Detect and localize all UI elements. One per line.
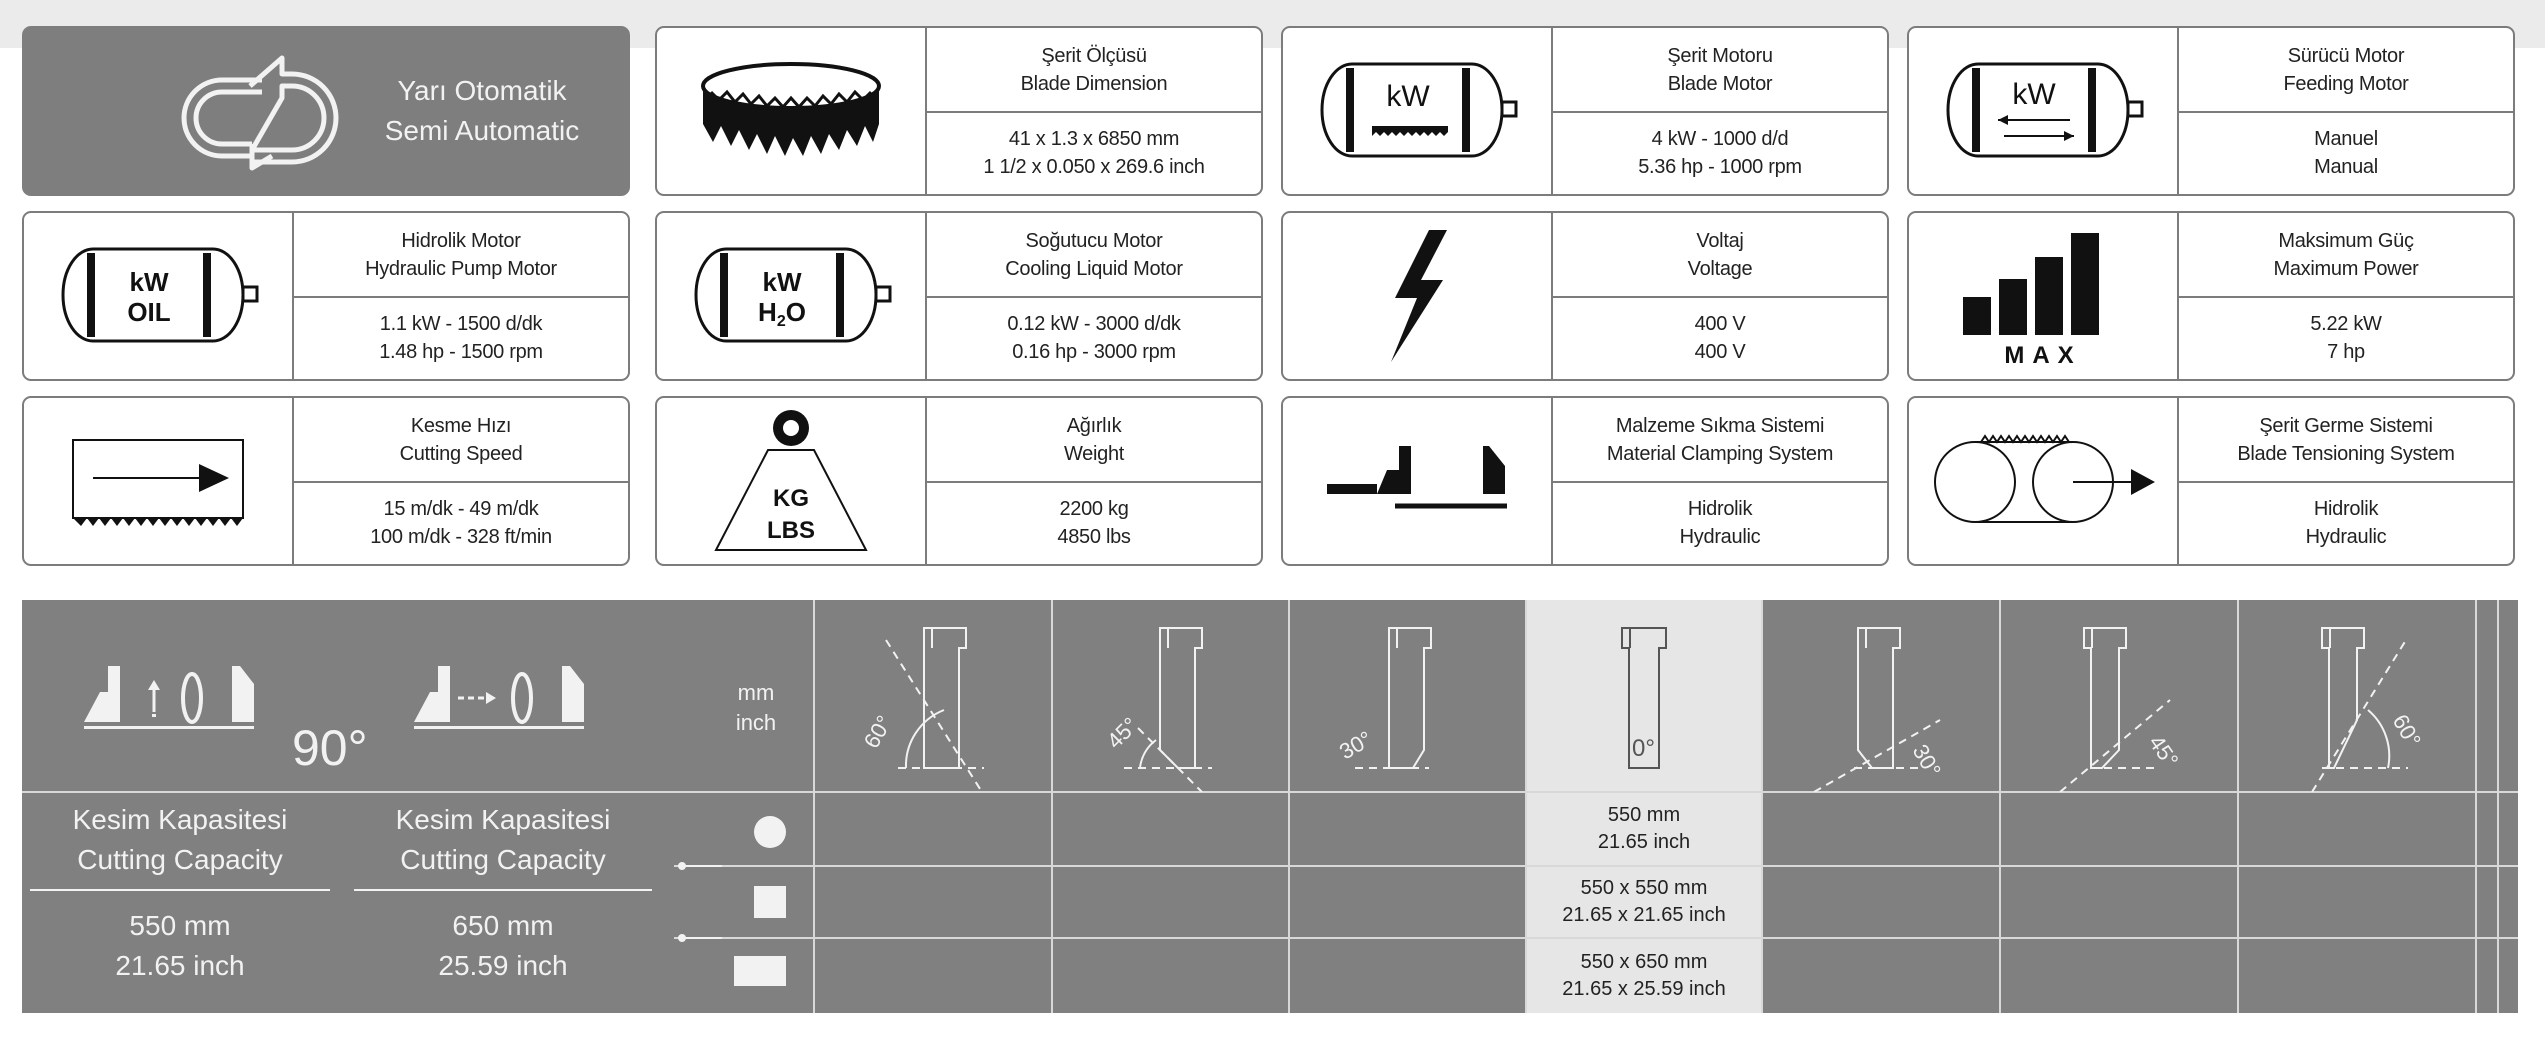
angle-label: 30° [1335, 726, 1377, 765]
spec-value-metric: Hidrolik [1687, 497, 1753, 520]
capacity-right-title [354, 800, 652, 880]
capacity-left-value [30, 906, 330, 986]
spec-value-imperial: Hydraulic [2305, 525, 2387, 548]
spec-title [294, 398, 628, 481]
spec-title [927, 28, 1261, 111]
angle-label: 45° [1101, 712, 1144, 754]
spec-value-metric: Hidrolik [2313, 497, 2379, 520]
spec-title [1553, 398, 1887, 481]
angle-label: 45° [2143, 730, 2184, 773]
spec-value-imperial: Manual [2314, 155, 2378, 178]
spec-value-imperial: 1.48 hp - 1500 rpm [379, 340, 543, 363]
spec-title-tr: Ağırlık [1066, 414, 1122, 437]
spec-value [294, 296, 628, 379]
spec-value-imperial: 7 hp [2327, 340, 2365, 363]
spec-value-imperial: 100 m/dk - 328 ft/min [370, 525, 552, 548]
spec-card-maximum-power [1907, 211, 2515, 381]
spec-title-tr: Hidrolik Motor [401, 229, 521, 252]
spec-title-tr: Sürücü Motor [2287, 44, 2405, 67]
spec-title [1553, 213, 1887, 296]
spec-title-en: Voltage [1687, 257, 1753, 280]
kw-text: kW [2012, 78, 2056, 111]
h2o-o: O [785, 297, 806, 327]
spec-title-tr: Voltaj [1696, 229, 1744, 252]
angle-diagrams [814, 600, 2476, 792]
capacity-title-tr: Kesim Kapasitesi [395, 804, 611, 835]
kw-text: kW [129, 267, 169, 297]
spec-value-metric: 41 x 1.3 x 6850 mm [1008, 127, 1180, 150]
h2o-sub: 2 [776, 313, 786, 330]
cell-value-inch: 21.65 inch [1597, 831, 1691, 853]
rectangle-shape-icon [732, 954, 788, 988]
angle-label: 30° [1907, 740, 1946, 782]
spec-value-imperial: 400 V [1694, 340, 1746, 363]
mode-card [22, 26, 630, 196]
spec-title-tr: Kesme Hızı [410, 414, 512, 437]
spec-card-blade-tensioning [1907, 396, 2515, 566]
cell-value-mm: 550 x 650 mm [1580, 950, 1708, 973]
spec-title-en: Blade Tensioning System [2237, 442, 2455, 465]
angle-label: 0° [1632, 735, 1655, 762]
spec-title [2179, 28, 2513, 111]
angle-30-left-icon [1335, 628, 1431, 768]
spec-card-clamping-system [1281, 396, 1889, 566]
angle-45-left-icon [1102, 628, 1212, 792]
cell-value-inch: 21.65 x 25.59 inch [1562, 977, 1726, 1000]
spec-value [2179, 111, 2513, 194]
spec-value-imperial: 5.36 hp - 1000 rpm [1638, 155, 1802, 178]
spec-title-tr: Malzeme Sıkma Sistemi [1615, 414, 1825, 437]
capacity-title-en: Cutting Capacity [400, 844, 606, 875]
capacity-title-en: Cutting Capacity [77, 844, 283, 875]
spec-card-feeding-motor [1907, 26, 2515, 196]
spec-title-en: Maximum Power [2273, 257, 2419, 280]
angle-label: 60° [2387, 710, 2426, 752]
spec-title-en: Weight [1063, 442, 1125, 465]
spec-title-en: Feeding Motor [2283, 72, 2409, 95]
spec-title [927, 398, 1261, 481]
spec-value-imperial: 0.16 hp - 3000 rpm [1012, 340, 1176, 363]
square-shape-icon [752, 884, 788, 920]
angle-0-icon [1622, 628, 1666, 768]
spec-title-tr: Şerit Ölçüsü [1041, 44, 1147, 67]
spec-title-tr: Şerit Motoru [1667, 44, 1773, 67]
spec-value-metric: 5.22 kW [2310, 312, 2382, 335]
spec-value [1553, 111, 1887, 194]
capacity-title-tr: Kesim Kapasitesi [72, 804, 288, 835]
spec-value-metric: 400 V [1694, 312, 1746, 335]
spec-title-tr: Şerit Germe Sistemi [2259, 414, 2433, 437]
spec-card-hydraulic-pump-motor [22, 211, 630, 381]
spec-value [927, 296, 1261, 379]
vise-icon [1283, 398, 1551, 564]
vise-vertical-icon [84, 660, 264, 740]
angle-label: 60° [858, 711, 897, 753]
oil-text: OIL [127, 297, 171, 327]
spec-value-metric: 1.1 kW - 1500 d/dk [379, 312, 543, 335]
h2o-h: H [758, 297, 777, 327]
cutting-speed-icon [24, 398, 292, 564]
kw-text: kW [1386, 80, 1430, 113]
spec-value-imperial: 4850 lbs [1057, 525, 1131, 548]
kw-text: kW [762, 267, 802, 297]
capacity-cell-round [1526, 792, 1762, 866]
spec-title-en: Blade Dimension [1020, 72, 1168, 95]
capacity-cell-square [1526, 866, 1762, 938]
kg-text: KG [773, 485, 809, 512]
capacity-value-mm: 650 mm [452, 910, 554, 941]
spec-value [927, 481, 1261, 564]
spec-card-cooling-liquid-motor [655, 211, 1263, 381]
spec-title-en: Cooling Liquid Motor [1005, 257, 1183, 280]
spec-title-en: Hydraulic Pump Motor [365, 257, 557, 280]
spec-value-metric: Manuel [2314, 127, 2378, 150]
spec-card-blade-motor [1281, 26, 1889, 196]
vise-horizontal-icon [414, 660, 594, 740]
spec-card-blade-dimension [655, 26, 1263, 196]
oil-motor-icon [24, 213, 292, 379]
spec-value [2179, 481, 2513, 564]
mode-label [382, 71, 582, 151]
spec-value [294, 481, 628, 564]
capacity-value-inch: 21.65 inch [115, 950, 245, 981]
spec-title [294, 213, 628, 296]
spec-value-metric: 15 m/dk - 49 m/dk [383, 497, 539, 520]
spec-title [927, 213, 1261, 296]
mode-label-tr: Yarı Otomatik [397, 75, 567, 106]
spec-title-en: Cutting Speed [399, 442, 523, 465]
angle-60-left-icon [859, 628, 984, 792]
water-motor-icon [657, 213, 925, 379]
tension-icon [1909, 398, 2177, 564]
feeding-motor-icon [1909, 28, 2177, 194]
spec-title-tr: Maksimum Güç [2278, 229, 2414, 252]
capacity-right-value [354, 906, 652, 986]
spec-value-metric: 2200 kg [1059, 497, 1129, 520]
blade-ring-icon [657, 28, 925, 194]
unit-label [726, 678, 786, 738]
spec-value [927, 111, 1261, 194]
loop-arrow-icon [152, 50, 362, 174]
spec-card-cutting-speed [22, 396, 630, 566]
spec-value-imperial: Hydraulic [1679, 525, 1761, 548]
spec-title [2179, 398, 2513, 481]
spec-value-imperial: 1 1/2 x 0.050 x 269.6 inch [983, 155, 1205, 178]
spec-value [1553, 481, 1887, 564]
cell-value-mm: 550 x 550 mm [1580, 877, 1708, 899]
blade-motor-icon [1283, 28, 1551, 194]
mode-label-en: Semi Automatic [384, 115, 580, 146]
capacity-left-title [30, 800, 330, 880]
max-text: MAX [2004, 342, 2082, 369]
lightning-icon [1283, 213, 1551, 379]
spec-card-weight [655, 396, 1263, 566]
cutting-capacity-panel [22, 600, 2518, 1013]
spec-title-en: Blade Motor [1667, 72, 1773, 95]
lbs-text: LBS [767, 517, 815, 544]
capacity-cell-rectangle [1526, 938, 1762, 1013]
spec-value-metric: 0.12 kW - 3000 d/dk [1007, 312, 1181, 335]
spec-title-en: Material Clamping System [1606, 442, 1834, 465]
angle-45-right-icon [2060, 628, 2183, 792]
unit-mm: mm [737, 680, 775, 705]
spec-value-metric: 4 kW - 1000 d/d [1651, 127, 1789, 150]
spec-value [1553, 296, 1887, 379]
cell-value-mm: 550 mm [1607, 804, 1681, 826]
spec-title-tr: Soğutucu Motor [1025, 229, 1163, 252]
spec-value [2179, 296, 2513, 379]
weight-icon [657, 398, 925, 564]
spec-title [1553, 28, 1887, 111]
spec-title [2179, 213, 2513, 296]
capacity-value-inch: 25.59 inch [438, 950, 568, 981]
spec-card-voltage [1281, 211, 1889, 381]
power-bars-icon [1909, 213, 2177, 379]
degree-label: 90° [292, 720, 368, 776]
angle-30-right-icon [1814, 628, 1946, 792]
cell-value-inch: 21.65 x 21.65 inch [1562, 904, 1726, 926]
angle-60-right-icon [2312, 628, 2426, 792]
capacity-value-mm: 550 mm [129, 910, 231, 941]
round-shape-icon [752, 814, 788, 850]
unit-inch: inch [735, 710, 777, 735]
